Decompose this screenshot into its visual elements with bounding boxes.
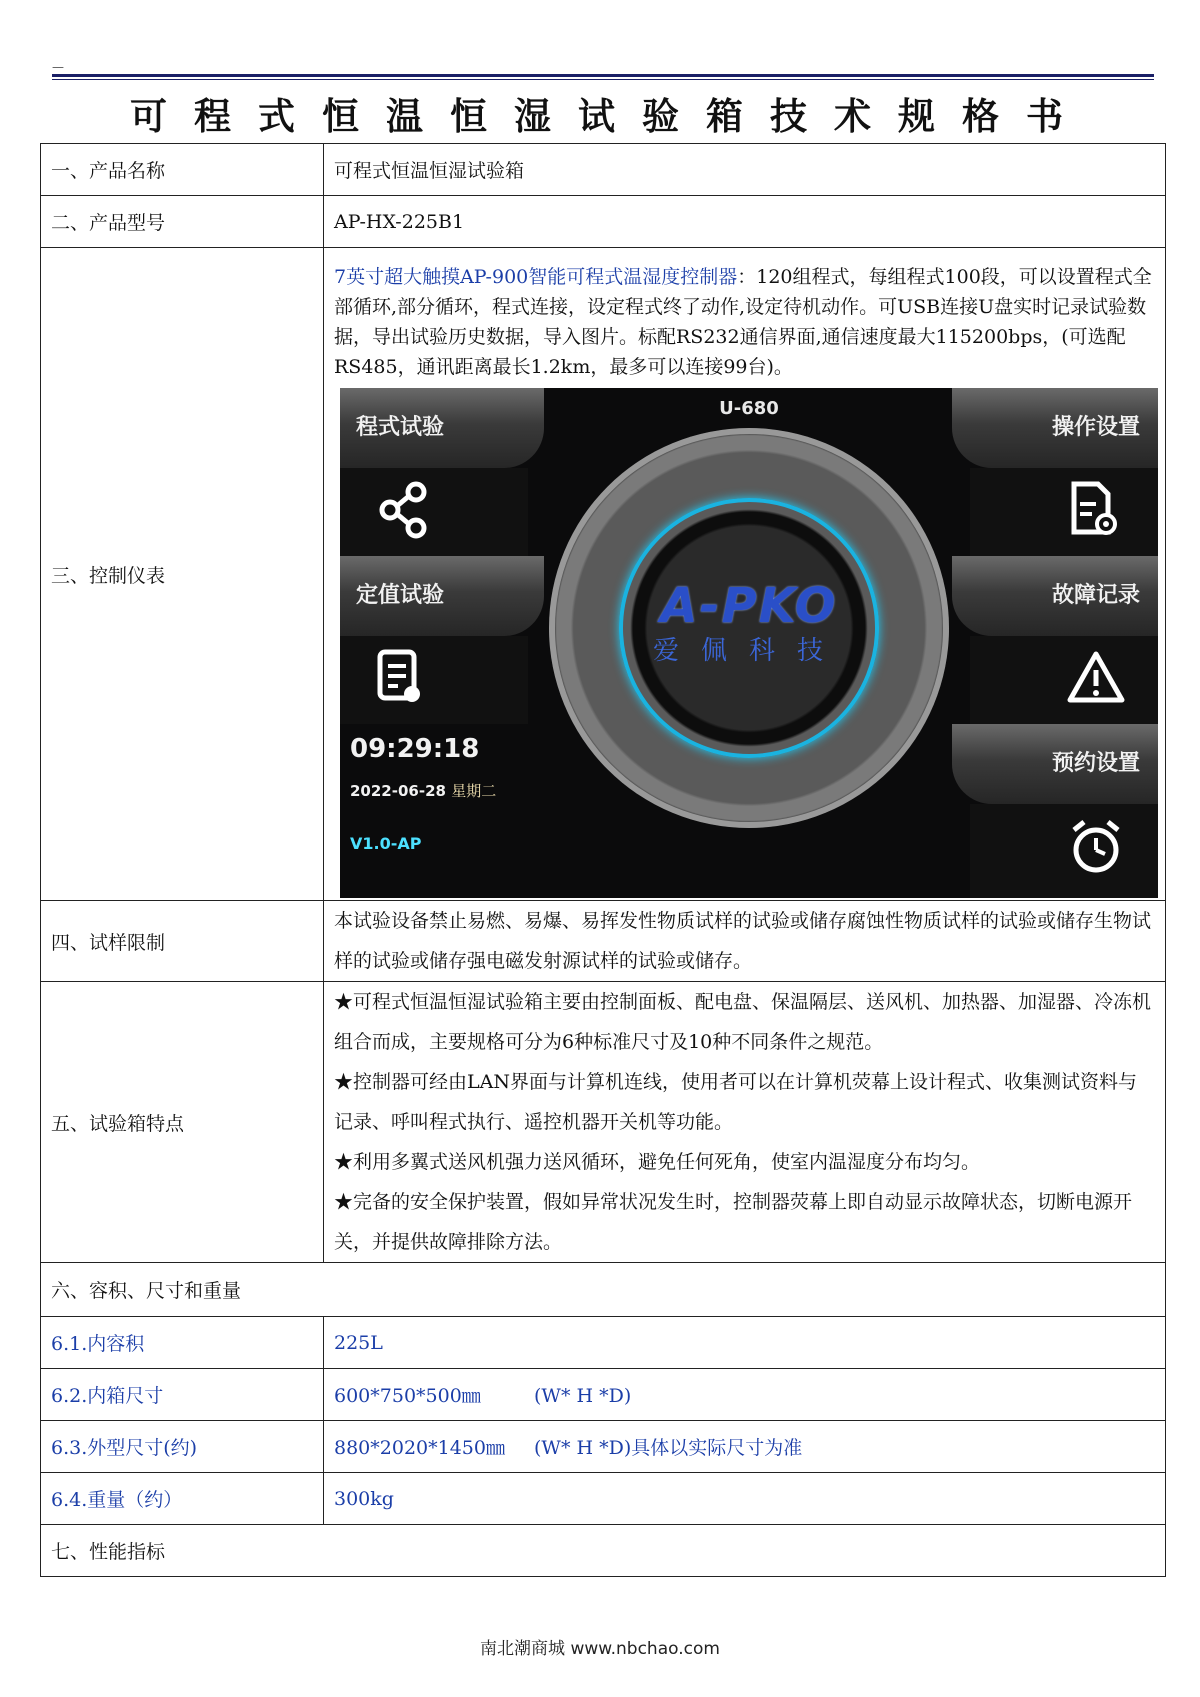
controller-screen-image bbox=[340, 388, 1158, 898]
table-row bbox=[41, 1525, 1166, 1577]
features-cell bbox=[324, 982, 1166, 1263]
table-row bbox=[41, 1263, 1166, 1317]
fixed-value-test-button[interactable]: 定值试验 bbox=[340, 556, 544, 636]
row-label: 五、试验箱特点 bbox=[41, 982, 324, 1263]
table-row bbox=[41, 144, 1166, 196]
table-row bbox=[41, 248, 1166, 901]
spec-table bbox=[40, 143, 1166, 1577]
table-row bbox=[41, 982, 1166, 1263]
table-row bbox=[41, 1421, 1166, 1473]
date-text: 2022-06-28 bbox=[350, 782, 446, 800]
screen-version: V1.0-AP bbox=[350, 834, 422, 853]
row-label: 6.2.内箱尺寸 bbox=[41, 1369, 324, 1421]
header-mark: — bbox=[52, 60, 64, 74]
logo-text: A-PKO bbox=[660, 578, 838, 634]
fixed-value-icon-tile[interactable] bbox=[340, 636, 528, 724]
feature-item: ★可程式恒温恒湿试验箱主要由控制面板、配电盘、保温隔层、送风机、加热器、加湿器、冷冻机组合而成，主要规格可分为6种标准尺寸及10种不同条件之规范。 bbox=[334, 991, 1152, 1053]
screen-clock: 09:29:18 bbox=[350, 734, 480, 764]
controller-cell bbox=[324, 248, 1166, 901]
alarm-clock-icon bbox=[1066, 816, 1126, 880]
header-rule-thin bbox=[52, 79, 1154, 80]
feature-item: ★控制器可经由LAN界面与计算机连线，使用者可以在计算机荧幕上设计程式、收集测试资料与记录、呼叫程式执行、遥控机器开关机等功能。 bbox=[334, 1071, 1137, 1133]
section-heading: 六、容积、尺寸和重量 bbox=[41, 1263, 1166, 1317]
apko-logo bbox=[623, 578, 875, 667]
fault-record-icon-tile[interactable] bbox=[970, 636, 1158, 724]
row-value: 可程式恒温恒湿试验箱 bbox=[324, 144, 1166, 196]
schedule-settings-button[interactable]: 预约设置 bbox=[952, 724, 1158, 804]
row-label: 四、试样限制 bbox=[41, 901, 324, 982]
controller-description bbox=[334, 262, 1155, 382]
screen-date bbox=[350, 780, 496, 801]
fault-record-button[interactable]: 故障记录 bbox=[952, 556, 1158, 636]
schedule-icon-tile[interactable] bbox=[970, 804, 1158, 898]
row-label: 6.1.内容积 bbox=[41, 1317, 324, 1369]
share-icon bbox=[376, 478, 432, 542]
row-label: 一、产品名称 bbox=[41, 144, 324, 196]
operation-settings-icon-tile[interactable] bbox=[970, 468, 1158, 556]
table-row bbox=[41, 901, 1166, 982]
document-edit-icon bbox=[374, 646, 430, 710]
row-label: 6.3.外型尺寸(约) bbox=[41, 1421, 324, 1473]
dimension-value: 880*2020*1450㎜ bbox=[334, 1437, 505, 1459]
row-value: 225L bbox=[324, 1317, 1166, 1369]
logo-subtext: 爱佩科技 bbox=[652, 636, 845, 666]
row-label: 三、控制仪表 bbox=[41, 248, 324, 901]
table-row bbox=[41, 1317, 1166, 1369]
program-test-icon-tile[interactable] bbox=[340, 468, 528, 556]
row-value: AP-HX-225B1 bbox=[324, 196, 1166, 248]
weekday-text: 星期二 bbox=[451, 782, 497, 800]
program-test-button[interactable]: 程式试验 bbox=[340, 388, 544, 468]
feature-item: ★利用多翼式送风机强力送风循环，避免任何死角，使室内温湿度分布均匀。 bbox=[334, 1151, 981, 1173]
feature-item: ★完备的安全保护装置，假如异常状况发生时，控制器荧幕上即自动显示故障状态，切断电源开关，并提供故障排除方法。 bbox=[334, 1191, 1133, 1253]
row-value bbox=[324, 1421, 1166, 1473]
row-label: 6.4.重量（约） bbox=[41, 1473, 324, 1525]
document-title: 可程式恒温恒湿试验箱技术规格书 bbox=[130, 94, 1090, 138]
row-value: 300kg bbox=[324, 1473, 1166, 1525]
operation-settings-button[interactable]: 操作设置 bbox=[952, 388, 1158, 468]
table-row bbox=[41, 1473, 1166, 1525]
dimension-note: (W* H *D)具体以实际尺寸为准 bbox=[534, 1437, 803, 1459]
row-value bbox=[324, 901, 1166, 982]
row-label: 二、产品型号 bbox=[41, 196, 324, 248]
header-rule bbox=[52, 74, 1154, 77]
table-row bbox=[41, 1369, 1166, 1421]
dimension-value: 600*750*500㎜ bbox=[334, 1385, 481, 1407]
page-footer: 南北潮商城 www.nbchao.com bbox=[480, 1639, 720, 1659]
controller-highlight: 7英寸超大触摸AP-900智能可程式温湿度控制器 bbox=[334, 266, 738, 288]
dimension-note: (W* H *D) bbox=[534, 1385, 632, 1407]
screen-model-label: U-680 bbox=[719, 398, 779, 419]
row-value bbox=[324, 1369, 1166, 1421]
section-heading: 七、性能指标 bbox=[41, 1525, 1166, 1577]
sample-limit-text: 本试验设备禁止易燃、易爆、易挥发性物质试样的试验或储存腐蚀性物质试样的试验或储存生物试样的试验或储存强电磁发射源试样的试验或储存。 bbox=[334, 910, 1152, 972]
settings-file-icon bbox=[1066, 478, 1122, 542]
warning-icon bbox=[1066, 648, 1126, 708]
table-row bbox=[41, 196, 1166, 248]
controller-text: ：120组程式，每组程式100段，可以设置程式全部循环,部分循环，程式连接，设定程式终了动作,设定待机动作。可USB连接U盘实时记录试验数据，导出试验历史数据，导入图片。标配RS232通信界面,通信速度最大115200bps，(可选配RS485，通讯距离最长1.2km，最多可以连接99台)。 bbox=[334, 266, 1152, 378]
